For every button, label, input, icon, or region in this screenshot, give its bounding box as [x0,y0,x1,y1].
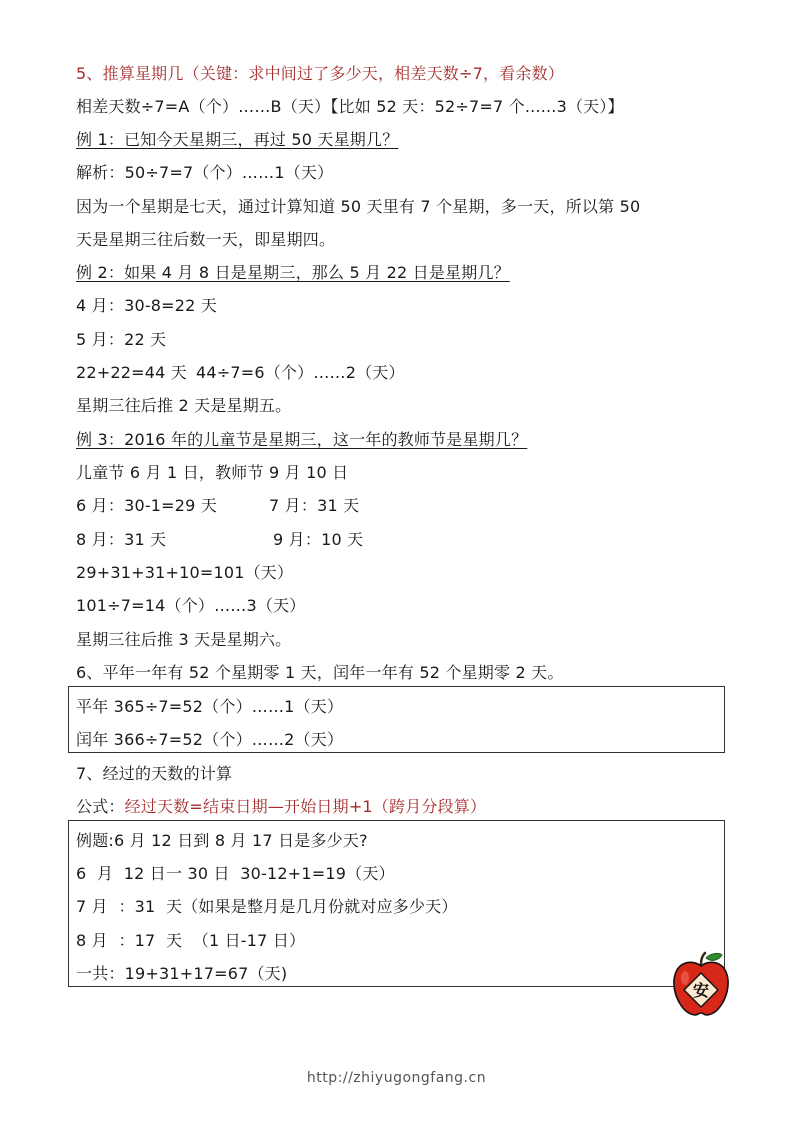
example-3-line: 儿童节 6 月 1 日，教师节 9 月 10 日 [76,463,349,482]
apple-seal-icon [670,950,732,1018]
example-2-calc [76,363,405,383]
example-2-question: 例 2：如果 4 月 8 日是星期三，那么 5 月 22 日是星期几？ [76,263,510,282]
example-2-sum: 22+22=44 天 [76,363,187,382]
formula-label: 公式： [76,797,125,816]
section-7-example: 例题:6 月 12 日到 8 月 17 日是多少天? [76,831,368,850]
section-7-total: 一共：19+31+17=67（天) [76,964,288,983]
seal-text: 安 [692,981,710,1000]
section-5-title: 5、推算星期几（关键：求中间过了多少天，相差天数÷7，看余数） [76,64,564,83]
section-7-june: 6 月 12 日一 30 日 30-12+1=19（天） [76,864,395,883]
section-7-july: 7 月 ：31 天（如果是整月是几月份就对应多少天） [76,897,458,916]
example-1-conclusion: 天是星期三往后数一天，即星期四。 [76,230,336,249]
section-7-title: 7、经过的天数的计算 [76,764,233,783]
example-3-conclusion: 星期三往后推 3 天是星期六。 [76,630,292,649]
example-1-question: 例 1：已知今天星期三，再过 50 天星期几？ [76,130,399,149]
example-2-line: 4 月：30-8=22 天 [76,296,218,315]
section-7-august: 8 月 ：17 天 （1 日-17 日） [76,931,306,950]
example-3-june: 6 月：30-1=29 天 [76,496,218,515]
example-3-months [76,530,363,550]
section-6-leap-year: 闰年 366÷7=52（个）……2（天） [76,730,344,749]
example-3-division: 101÷7=14（个）……3（天） [76,596,306,615]
section-7-formula [76,797,486,817]
example-3-august: 8 月：31 天 [76,530,167,549]
example-3-sum: 29+31+31+10=101（天） [76,563,294,582]
example-2-line: 5 月：22 天 [76,330,167,349]
example-2-division: 44÷7=6（个）……2（天） [196,363,405,382]
section-6-title: 6、平年一年有 52 个星期零 1 天，闰年一年有 52 个星期零 2 天。 [76,663,564,682]
section-6-common-year: 平年 365÷7=52（个）……1（天） [76,697,344,716]
example-1-explanation: 因为一个星期是七天，通过计算知道 50 天里有 7 个星期，多一天，所以第 50 [76,197,641,216]
footer-url: http://zhiyugongfang.cn [306,1070,487,1086]
formula-body: 经过天数=结束日期—开始日期+1（跨月分段算） [124,797,487,816]
example-3-question: 例 3：2016 年的儿童节是星期三，这一年的教师节是星期几？ [76,430,528,449]
example-3-september: 9 月：10 天 [273,530,364,549]
section-5-formula: 相差天数÷7=A（个）……B（天）【比如 52 天：52÷7=7 个......3（天）】 [76,97,624,116]
example-1-analysis: 解析：50÷7=7（个）……1（天） [76,163,334,182]
example-3-months [76,496,359,516]
example-3-july: 7 月：31 天 [269,496,360,515]
example-2-conclusion: 星期三往后推 2 天是星期五。 [76,396,292,415]
